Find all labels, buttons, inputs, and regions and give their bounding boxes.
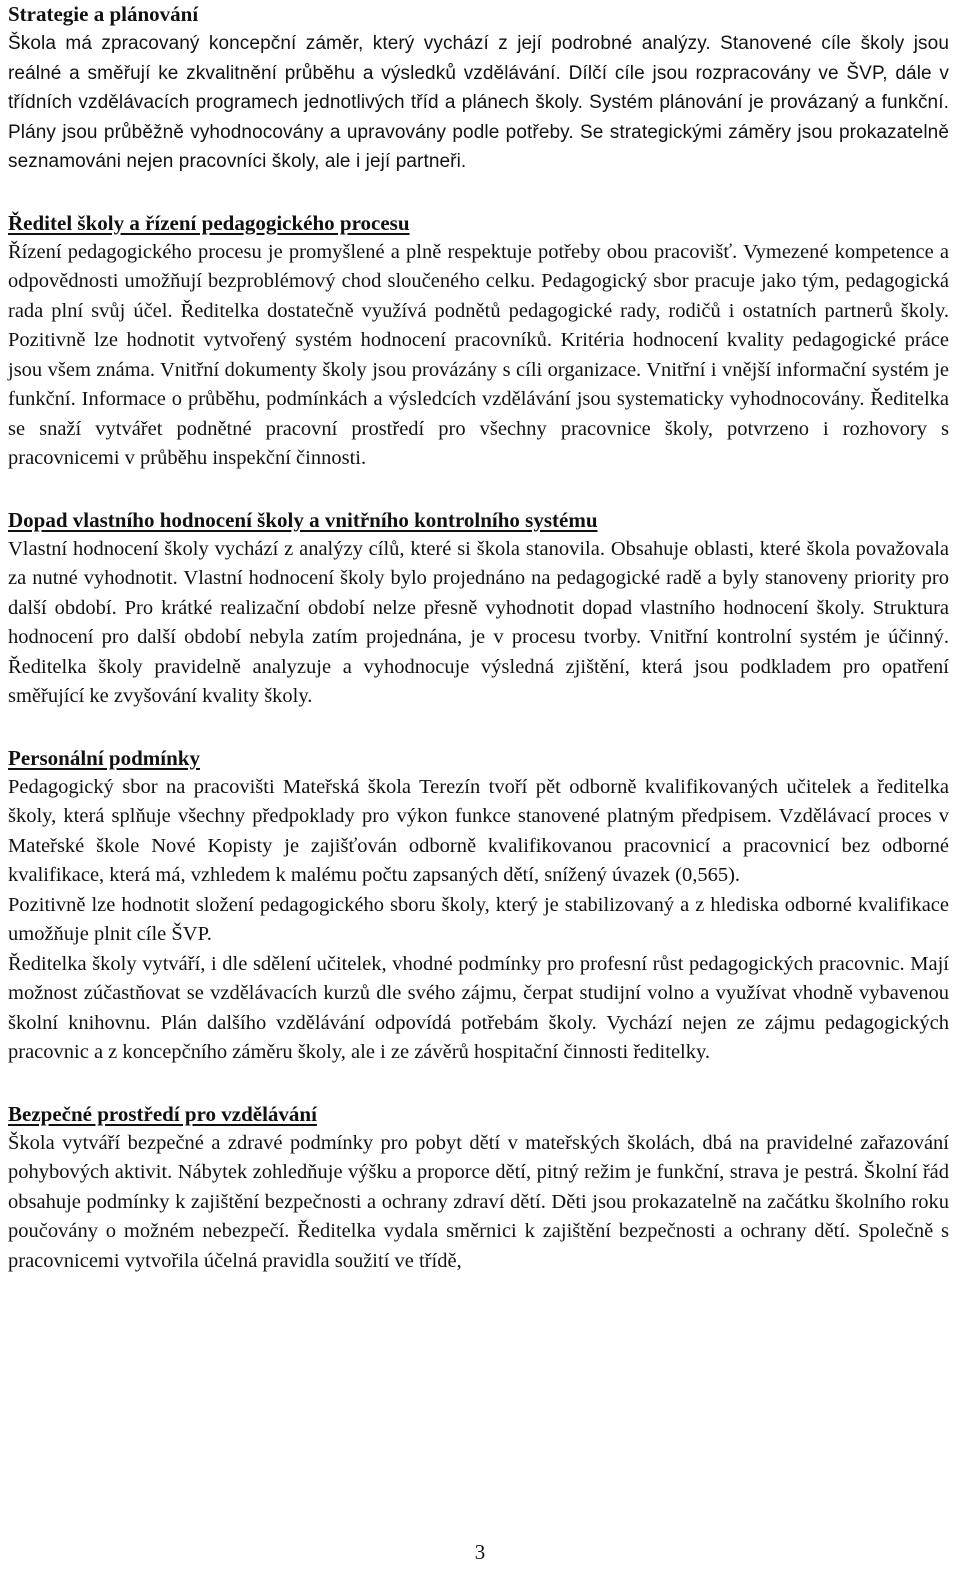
section-heading: Dopad vlastního hodnocení školy a vnitřního kontrolního systému: [8, 507, 598, 532]
section-bezpecne: [8, 1100, 949, 1277]
section-paragraph: Pedagogický sbor na pracovišti Mateřská škola Terezín tvoří pět odborně kvalifikovaných učitelek a ředitelka školy, která splňuje všechny předpoklady pro výkon funkce stanovené platným předpisem. Vzdělávací proces v Mateřské škole Nové Kopisty je zajišťován odborně kvalifikovanou pracovnicí a pracovnicí bez odborné kvalifikace, která má, vzhledem k malému počtu zapsaných dětí, snížený úvazek (0,565).: [8, 775, 949, 886]
section-heading: Strategie a plánování: [8, 2, 199, 26]
page-number: 3: [474, 1540, 486, 1564]
section-paragraph: Škola má zpracovaný koncepční záměr, který vychází z její podrobné analýzy. Stanovené cíle školy jsou reálné a směřují ke zkvalitnění průběhu a výsledků vzdělávání. Dílčí cíle jsou rozpracovány ve ŠVP, dále v třídních vzdělávacích programech jednotlivých tříd a plánech školy. Systém plánování je provázaný a funkční. Plány jsou průběžně vyhodnocovány a upravovány podle potřeby. Se strategickými záměry jsou prokazatelně seznamováni nejen pracovníci školy, ale i její partneři.: [8, 33, 949, 172]
section-strategie: [8, 0, 949, 177]
document-page: [8, 0, 949, 1276]
section-personalni: [8, 744, 949, 1068]
section-heading: Ředitel školy a řízení pedagogického procesu: [8, 210, 410, 235]
section-paragraph: Vlastní hodnocení školy vychází z analýzy cílů, které si škola stanovila. Obsahuje oblasti, které škola považovala za nutné vyhodnotit. Vlastní hodnocení školy bylo projednáno na pedagogické radě a byly stanoveny priority pro další období. Pro krátké realizační období nelze přesně vyhodnotit dopad vlastního hodnocení školy. Struktura hodnocení pro další období nebyla zatím projednána, je v procesu tvorby. Vnitřní kontrolní systém je účinný. Ředitelka školy pravidelně analyzuje a vyhodnocuje výsledná zjištění, která jsou podkladem pro opatření směřující ke zvyšování kvality školy.: [8, 537, 949, 707]
section-paragraph: Ředitelka školy vytváří, i dle sdělení učitelek, vhodné podmínky pro profesní růst pedagogických pracovnic. Mají možnost zúčastňovat se vzdělávacích kurzů dle svého zájmu, čerpat studijní volno a využívat vhodně vybavenou školní knihovnu. Plán dalšího vzdělávání odpovídá potřebám školy. Vychází nejen ze zájmu pedagogických pracovnic a z koncepčního záměru školy, ale i ze závěrů hospitační činnosti ředitelky.: [8, 952, 949, 1063]
section-paragraph: Pozitivně lze hodnotit složení pedagogického sboru školy, který je stabilizovaný a z hlediska odborné kvalifikace umožňuje plnit cíle ŠVP.: [8, 893, 949, 945]
section-paragraph: Řízení pedagogického procesu je promyšlené a plně respektuje potřeby obou pracovišť. Vymezené kompetence a odpovědnosti umožňují bezproblémový chod sloučeného celku. Pedagogický sbor pracuje jako tým, pedagogická rada plní svůj účel. Ředitelka dostatečně využívá podnětů pedagogické rady, rodičů i ostatních partnerů školy. Pozitivně lze hodnotit vytvořený systém hodnocení pracovníků. Kritéria hodnocení kvality pedagogické práce jsou všem známa. Vnitřní dokumenty školy jsou provázány s cíli organizace. Vnitřní i vnější informační systém je funkční. Informace o průběhu, podmínkách a výsledcích vzdělávání jsou systematicky vyhodnocovány. Ředitelka se snaží vytvářet podnětné pracovní prostředí pro všechny pracovnice školy, potvrzeno i rozhovory s pracovnicemi v průběhu inspekční činnosti.: [8, 240, 949, 469]
section-heading: Bezpečné prostředí pro vzdělávání: [8, 1101, 317, 1126]
section-dopad: [8, 506, 949, 712]
section-paragraph: Škola vytváří bezpečné a zdravé podmínky pro pobyt dětí v mateřských školách, dbá na pravidelné zařazování pohybových aktivit. Nábytek zohledňuje výšku a proporce dětí, pitný režim je funkční, strava je pestrá. Školní řád obsahuje podmínky k zajištění bezpečnosti a ochrany zdraví dětí. Děti jsou prokazatelně na začátku školního roku poučovány o možném nebezpečí. Ředitelka vydala směrnici k zajištění bezpečnosti a ochrany dětí. Společně s pracovnicemi vytvořila účelná pravidla soužití ve třídě,: [8, 1131, 949, 1272]
section-heading: Personální podmínky: [8, 745, 200, 770]
section-reditel: [8, 209, 949, 474]
